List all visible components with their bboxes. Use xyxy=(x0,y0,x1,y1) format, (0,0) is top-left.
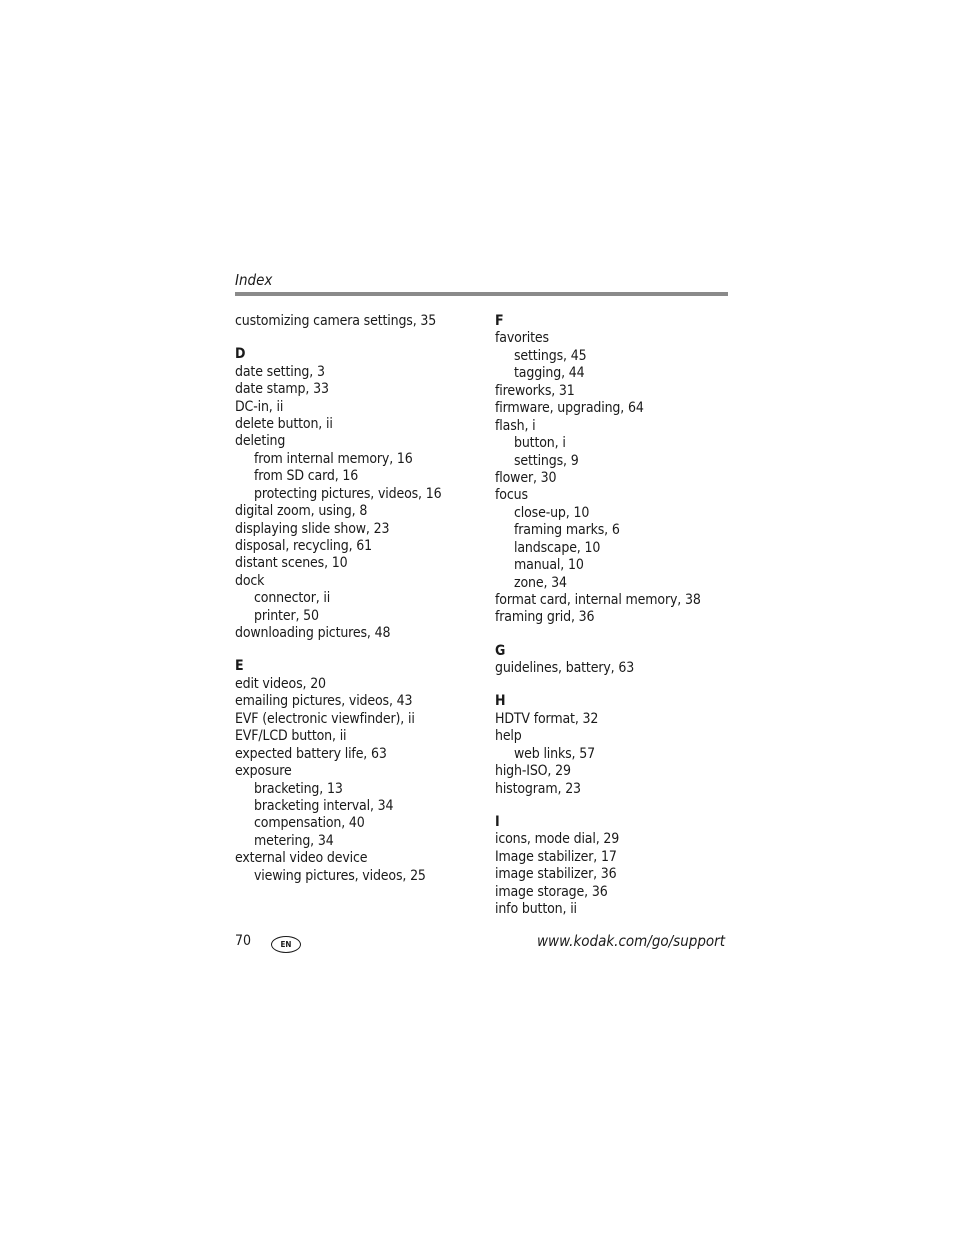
page-number: 70 xyxy=(235,933,252,949)
index-subentry: printer, 50 xyxy=(254,607,319,624)
index-entry: image stabilizer, 36 xyxy=(495,866,617,883)
index-entry: digital zoom, using, 8 xyxy=(235,503,368,520)
index-subentry: zone, 34 xyxy=(514,574,567,591)
index-entry: help xyxy=(495,728,522,745)
index-subentry: manual, 10 xyxy=(514,557,584,574)
index-letter-heading: D xyxy=(235,346,246,363)
index-subentry: button, i xyxy=(514,435,566,452)
index-entry: histogram, 23 xyxy=(495,780,581,797)
index-entry: framing grid, 36 xyxy=(495,609,595,626)
index-spacer xyxy=(495,678,735,694)
index-entry: EVF (electronic viewfinder), ii xyxy=(235,710,415,727)
index-subentry: protecting pictures, videos, 16 xyxy=(254,485,442,502)
index-entry: external video device xyxy=(235,850,368,867)
index-subentry: metering, 34 xyxy=(254,832,334,849)
index-entry: edit videos, 20 xyxy=(235,675,326,692)
index-letter-heading: I xyxy=(495,813,500,830)
index-entry: high-ISO, 29 xyxy=(495,763,571,780)
index-entry: deleting xyxy=(235,433,286,450)
index-entry: image storage, 36 xyxy=(495,883,608,900)
index-entry: distant scenes, 10 xyxy=(235,555,348,572)
index-entry: exposure xyxy=(235,763,292,780)
index-entry: Image stabilizer, 17 xyxy=(495,848,617,865)
index-subentry: close-up, 10 xyxy=(514,504,590,521)
index-spacer xyxy=(235,330,485,346)
index-subentry: viewing pictures, videos, 25 xyxy=(254,867,426,884)
index-entry: focus xyxy=(495,487,528,504)
index-entry: firmware, upgrading, 64 xyxy=(495,400,644,417)
index-entry: emailing pictures, videos, 43 xyxy=(235,693,413,710)
index-subentry: from internal memory, 16 xyxy=(254,450,413,467)
index-entry: delete button, ii xyxy=(235,415,333,432)
index-entry: flower, 30 xyxy=(495,469,557,486)
index-subentry: bracketing, 13 xyxy=(254,780,343,797)
index-spacer xyxy=(235,643,485,659)
index-entry: displaying slide show, 23 xyxy=(235,520,390,537)
index-letter-heading: H xyxy=(495,693,506,710)
index-entry: date stamp, 33 xyxy=(235,381,329,398)
index-entry: DC-in, ii xyxy=(235,398,284,415)
index-subentry: settings, 9 xyxy=(514,452,579,469)
index-spacer xyxy=(495,798,735,814)
index-entry: disposal, recycling, 61 xyxy=(235,538,373,555)
index-subentry: framing marks, 6 xyxy=(514,522,620,539)
index-subentry: tagging, 44 xyxy=(514,365,585,382)
index-entry: downloading pictures, 48 xyxy=(235,625,391,642)
index-subentry: connector, ii xyxy=(254,590,331,607)
index-subentry: compensation, 40 xyxy=(254,815,365,832)
index-entry: flash, i xyxy=(495,417,536,434)
header-rule xyxy=(235,292,728,296)
index-column-right xyxy=(495,313,735,918)
index-letter-heading: F xyxy=(495,313,504,329)
index-column-left xyxy=(235,313,485,885)
index-entry: HDTV format, 32 xyxy=(495,710,599,727)
index-entry: info button, ii xyxy=(495,900,577,917)
index-entry: guidelines, battery, 63 xyxy=(495,660,635,677)
index-subentry: bracketing interval, 34 xyxy=(254,797,394,814)
index-subentry: from SD card, 16 xyxy=(254,468,359,485)
index-spacer xyxy=(495,627,735,643)
page-header-title: Index xyxy=(235,271,273,289)
index-entry: icons, mode dial, 29 xyxy=(495,831,620,848)
index-entry: fireworks, 31 xyxy=(495,382,575,399)
index-subentry: web links, 57 xyxy=(514,745,595,762)
support-url[interactable]: www.kodak.com/go/support xyxy=(537,932,725,950)
index-entry: date setting, 3 xyxy=(235,363,325,380)
index-letter-heading: G xyxy=(495,642,506,659)
index-entry: format card, internal memory, 38 xyxy=(495,592,701,608)
language-badge: EN xyxy=(271,936,301,953)
index-entry: dock xyxy=(235,572,265,589)
index-entry: expected battery life, 63 xyxy=(235,745,387,762)
index-entry: EVF/LCD button, ii xyxy=(235,728,347,745)
index-entry: customizing camera settings, 35 xyxy=(235,313,437,329)
index-entry: favorites xyxy=(495,330,549,347)
index-letter-heading: E xyxy=(235,658,244,675)
index-subentry: settings, 45 xyxy=(514,347,587,364)
index-subentry: landscape, 10 xyxy=(514,539,601,556)
